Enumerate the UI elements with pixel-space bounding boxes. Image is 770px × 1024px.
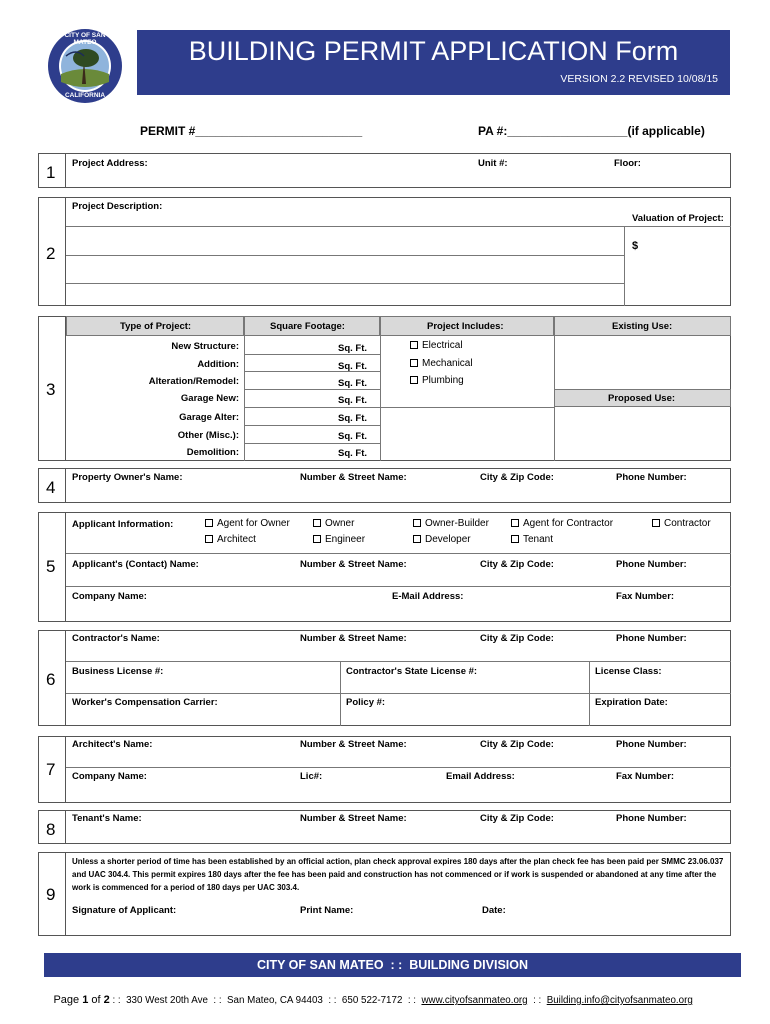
- applicant-email-label: E-Mail Address:: [392, 591, 464, 602]
- property-owner-label: Property Owner's Name:: [72, 472, 183, 483]
- owner-city-label: City & Zip Code:: [480, 472, 554, 483]
- sqft-unit: Sq. Ft.: [338, 431, 368, 442]
- state-license-label: Contractor's State License #:: [346, 666, 478, 677]
- form-title: BUILDING PERMIT APPLICATION Form: [188, 36, 679, 66]
- option-agent-for-contractor[interactable]: Agent for Contractor: [511, 518, 613, 529]
- contractor-phone-label: Phone Number:: [616, 633, 687, 644]
- applicant-street-label: Number & Street Name:: [300, 559, 407, 570]
- applicant-fax-label: Fax Number:: [616, 591, 675, 602]
- license-class-label: License Class:: [595, 666, 662, 677]
- architect-city-label: City & Zip Code:: [480, 739, 554, 750]
- footer-banner-text: CITY OF SAN MATEO : : BUILDING DIVISION: [256, 958, 529, 972]
- tenant-street-label: Number & Street Name:: [300, 813, 407, 824]
- row-line: [244, 389, 380, 390]
- option-owner[interactable]: Owner: [313, 518, 354, 529]
- city-seal: [46, 26, 124, 106]
- section-1-number: 1: [46, 163, 56, 182]
- architect-street-label: Number & Street Name:: [300, 739, 407, 750]
- architect-company-label: Company Name:: [72, 771, 147, 782]
- row-line: [244, 354, 380, 355]
- tenant-phone-label: Phone Number:: [616, 813, 687, 824]
- seal-text-top: CITY OF SAN MATEO: [64, 32, 106, 46]
- checkbox-icon[interactable]: [410, 376, 418, 384]
- tenant-city-label: City & Zip Code:: [480, 813, 554, 824]
- proposed-use-label: Proposed Use:: [608, 393, 676, 404]
- floor-label: Floor:: [614, 158, 641, 169]
- valuation-line: [624, 226, 731, 227]
- contractor-street-label: Number & Street Name:: [300, 633, 407, 644]
- row-line: [66, 553, 731, 554]
- permit-number-field[interactable]: PERMIT #_________________________: [140, 124, 363, 138]
- project-includes-label: Project Includes:: [427, 321, 504, 332]
- type-garage-alter: Garage Alter:: [179, 412, 239, 423]
- type-alteration: Alteration/Remodel:: [148, 376, 239, 387]
- unit-label: Unit #:: [478, 158, 508, 169]
- section-8-number: 8: [46, 820, 56, 839]
- section-2: [38, 197, 731, 306]
- footer-banner: [44, 953, 741, 977]
- sqft-unit: Sq. Ft.: [338, 413, 368, 424]
- row-line: [244, 407, 554, 408]
- email-link[interactable]: Building.info@cityofsanmateo.org: [546, 995, 693, 1006]
- type-demolition: Demolition:: [186, 447, 239, 458]
- sqft-unit: Sq. Ft.: [338, 448, 368, 459]
- type-other: Other (Misc.):: [177, 430, 239, 441]
- option-contractor[interactable]: Contractor: [652, 518, 711, 529]
- row-line: [66, 586, 731, 587]
- seal-text-bottom: CALIFORNIA: [64, 92, 106, 99]
- expiration-date-label: Expiration Date:: [595, 697, 668, 708]
- checkbox-icon[interactable]: [652, 519, 660, 527]
- tenant-name-label: Tenant's Name:: [72, 813, 142, 824]
- sqft-unit: Sq. Ft.: [338, 395, 368, 406]
- website-link[interactable]: www.cityofsanmateo.org: [421, 995, 528, 1006]
- description-line: [66, 226, 624, 227]
- owner-street-label: Number & Street Name:: [300, 472, 407, 483]
- sqft-unit: Sq. Ft.: [338, 361, 368, 372]
- page-of: of: [88, 994, 104, 1006]
- section-6: [38, 630, 731, 726]
- page-prefix: Page: [53, 994, 83, 1006]
- includes-plumbing-option[interactable]: Plumbing: [410, 375, 464, 386]
- option-agent-for-owner[interactable]: Agent for Owner: [205, 518, 290, 529]
- section-2-number: 2: [46, 244, 56, 263]
- sqft-unit: Sq. Ft.: [338, 343, 368, 354]
- type-new-structure: New Structure:: [171, 341, 239, 352]
- sqft-unit: Sq. Ft.: [338, 378, 368, 389]
- description-line: [66, 283, 624, 284]
- pa-number-field[interactable]: PA #:__________________(if applicable): [478, 124, 705, 138]
- row-line: [66, 767, 731, 768]
- row-line: [244, 425, 380, 426]
- owner-phone-label: Phone Number:: [616, 472, 687, 483]
- architect-lic-label: Lic#:: [300, 771, 323, 782]
- architect-email-label: Email Address:: [446, 771, 515, 782]
- checkbox-icon[interactable]: [205, 519, 213, 527]
- option-owner-builder[interactable]: Owner-Builder: [413, 518, 489, 529]
- section-3-number: 3: [46, 380, 56, 399]
- checkbox-icon[interactable]: [205, 535, 213, 543]
- signature-label: Signature of Applicant:: [72, 905, 177, 916]
- section-5-number: 5: [46, 557, 56, 576]
- date-label: Date:: [482, 905, 506, 916]
- checkbox-icon[interactable]: [313, 535, 321, 543]
- checkbox-icon[interactable]: [410, 341, 418, 349]
- checkbox-icon[interactable]: [410, 359, 418, 367]
- checkbox-icon[interactable]: [511, 519, 519, 527]
- valuation-dollar: $: [632, 240, 639, 252]
- section-6-number: 6: [46, 670, 56, 689]
- footer-line: [48, 983, 738, 1006]
- applicant-company-label: Company Name:: [72, 591, 147, 602]
- option-developer[interactable]: Developer: [413, 534, 471, 545]
- valuation-label: Valuation of Project:: [632, 213, 724, 224]
- checkbox-icon[interactable]: [413, 535, 421, 543]
- type-addition: Addition:: [197, 359, 239, 370]
- business-license-label: Business License #:: [72, 666, 164, 677]
- page-number: 1: [82, 994, 89, 1006]
- form-version: VERSION 2.2 REVISED 10/08/15: [560, 73, 718, 85]
- square-footage-label: Square Footage:: [270, 321, 345, 332]
- row-line: [66, 693, 731, 694]
- row-line: [244, 443, 380, 444]
- contractor-city-label: City & Zip Code:: [480, 633, 554, 644]
- section-7-number: 7: [46, 760, 56, 779]
- print-name-label: Print Name:: [300, 905, 354, 916]
- type-garage-new: Garage New:: [180, 393, 239, 404]
- policy-label: Policy #:: [346, 697, 386, 708]
- contractor-name-label: Contractor's Name:: [72, 633, 160, 644]
- expiration-notice: Unless a shorter period of time has been established by an official action, plan check approval expires 180 days after the plan check fee has been paid per SMMC 23.06.037 and UAC 304.4. This permit expires 180 days after the fee has been paid and construction has not commenced or if work is suspended or abandoned at any time after the work is commenced for a period of 180 days per UAC 303.4.: [72, 857, 724, 892]
- option-engineer[interactable]: Engineer: [313, 534, 365, 545]
- col-divider: [380, 336, 381, 461]
- section-4-number: 4: [46, 478, 56, 497]
- architect-name-label: Architect's Name:: [72, 739, 153, 750]
- checkbox-icon[interactable]: [511, 535, 519, 543]
- row-line: [66, 661, 731, 662]
- option-tenant[interactable]: Tenant: [511, 534, 553, 545]
- checkbox-icon[interactable]: [413, 519, 421, 527]
- option-architect[interactable]: Architect: [205, 534, 256, 545]
- applicant-contact-label: Applicant's (Contact) Name:: [72, 559, 199, 570]
- applicant-phone-label: Phone Number:: [616, 559, 687, 570]
- architect-fax-label: Fax Number:: [616, 771, 675, 782]
- description-line: [66, 255, 624, 256]
- applicant-city-label: City & Zip Code:: [480, 559, 554, 570]
- workers-comp-label: Worker's Compensation Carrier:: [72, 697, 218, 708]
- page-total: 2: [103, 994, 110, 1006]
- project-address-label: Project Address:: [72, 158, 148, 169]
- title-banner: [137, 30, 730, 95]
- includes-mechanical-option[interactable]: Mechanical: [410, 358, 473, 369]
- valuation-divider: [624, 226, 625, 306]
- applicant-info-label: Applicant Information:: [72, 519, 174, 530]
- project-description-label: Project Description:: [72, 201, 163, 212]
- section-9-number: 9: [46, 885, 56, 904]
- architect-phone-label: Phone Number:: [616, 739, 687, 750]
- type-of-project-label: Type of Project:: [120, 321, 192, 332]
- footer-address: : : 330 West 20th Ave : : San Mateo, CA 94403 : : 650 522-7172 : :: [109, 995, 422, 1006]
- footer-separator: : :: [527, 995, 547, 1006]
- includes-electrical-option[interactable]: Electrical: [410, 340, 463, 351]
- existing-use-label: Existing Use:: [612, 321, 673, 332]
- checkbox-icon[interactable]: [313, 519, 321, 527]
